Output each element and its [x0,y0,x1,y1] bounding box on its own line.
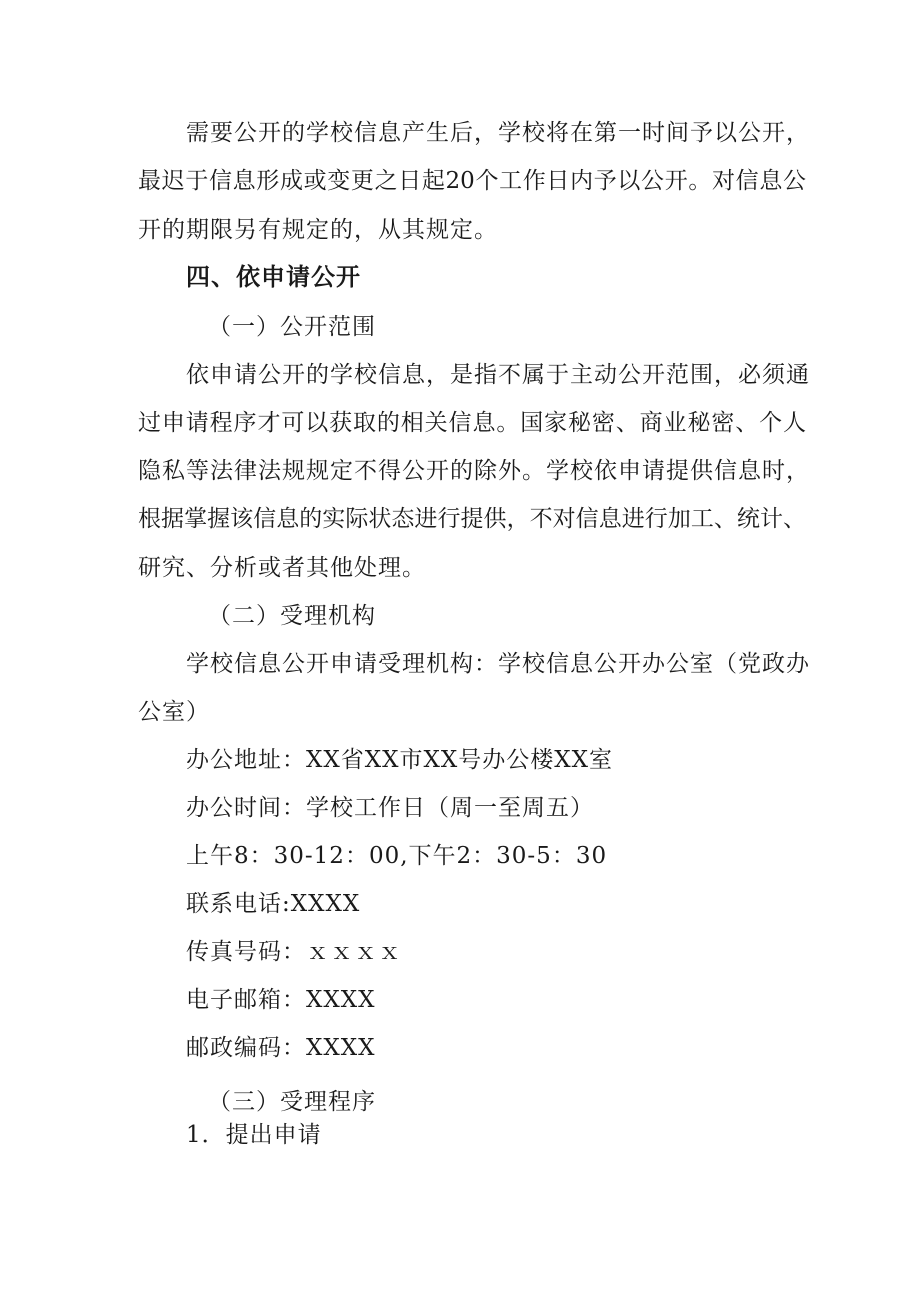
subsection-heading: （三）受理程序 [208,1089,376,1115]
paragraph-line: 需要公开的学校信息产生后，学校将在第一时间予以公开， [186,120,810,146]
contact-email: 电子邮箱：XXXX [186,987,376,1013]
contact-phone: 联系电话:XXXX [186,891,361,917]
paragraph-line: 学校信息公开申请受理机构：学校信息公开办公室（党政办 [186,651,810,677]
contact-fax: 传真号码：ｘｘｘｘ [186,939,402,965]
paragraph-line: 最迟于信息形成或变更之日起20个工作日内予以公开。对信息公 [138,168,806,194]
paragraph-line: 公室） [138,699,210,725]
paragraph-line: 研究、分析或者其他处理。 [138,555,426,581]
step-heading: 1．提出申请 [186,1122,322,1148]
paragraph-line: 隐私等法律法规规定不得公开的除外。学校依申请提供信息时， [138,458,810,484]
subsection-heading: （一）公开范围 [208,314,376,340]
paragraph-line: 根据掌握该信息的实际状态进行提供，不对信息进行加工、统计、 [138,506,806,532]
paragraph-line: 依申请公开的学校信息，是指不属于主动公开范围，必须通 [186,362,810,388]
contact-address: 办公地址：XX省XX市XX号办公楼XX室 [186,747,613,773]
contact-hours: 办公时间：学校工作日（周一至周五） [186,795,594,821]
subsection-heading: （二）受理机构 [208,603,376,629]
contact-postal-code: 邮政编码：XXXX [186,1035,376,1061]
paragraph-line: 过申请程序才可以获取的相关信息。国家秘密、商业秘密、个人 [138,410,806,436]
contact-hours-detail: 上午8：30-12：00,下午2：30-5：30 [186,843,608,869]
section-heading: 四、依申请公开 [186,263,361,291]
paragraph-line: 开的期限另有规定的，从其规定。 [138,217,498,243]
